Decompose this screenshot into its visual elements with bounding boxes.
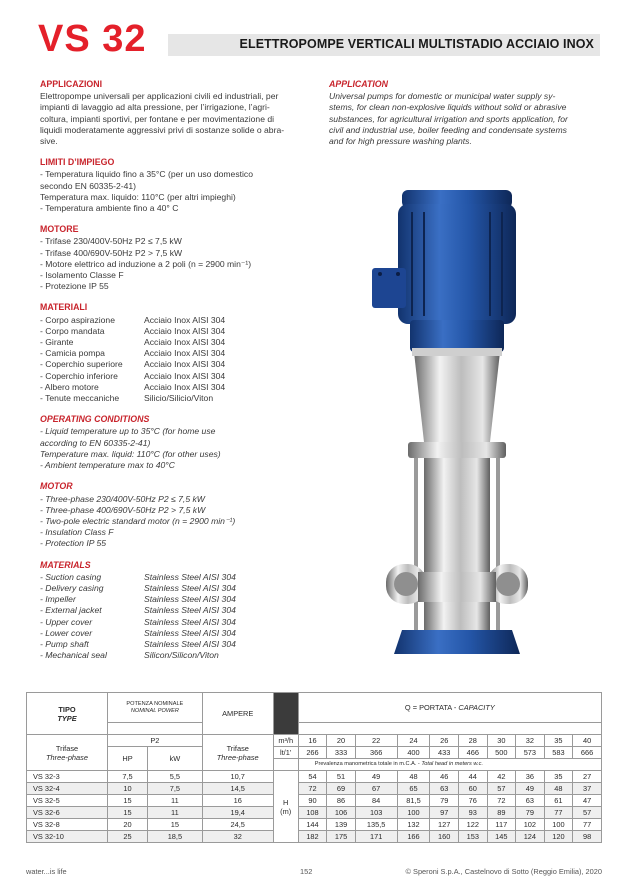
material-value: Stainless Steel AISI 304 xyxy=(144,627,236,638)
head-value: 106 xyxy=(327,807,356,819)
head-value: 46 xyxy=(430,771,459,783)
materiali-heading: MATERIALI xyxy=(40,302,88,313)
material-value: Acciaio Inox AISI 304 xyxy=(144,381,226,392)
h-unit: (m) xyxy=(280,806,292,816)
flow-lt: 666 xyxy=(573,747,602,759)
material-value: Silicio/Silicio/Viton xyxy=(144,393,214,404)
flow-lt: 466 xyxy=(459,747,488,759)
head-value: 72 xyxy=(298,783,327,795)
material-value: Stainless Steel AISI 304 xyxy=(144,616,236,627)
operating-heading: OPERATING CONDITIONS xyxy=(40,414,150,425)
head-value: 67 xyxy=(355,783,397,795)
flow-lt: 583 xyxy=(544,747,573,759)
head-value: 100 xyxy=(397,807,430,819)
text-line: substances, for agricultural irrigation and sports application, for xyxy=(329,113,568,124)
text-line: - Protection IP 55 xyxy=(40,538,107,549)
head-value: 72 xyxy=(487,795,516,807)
head-value: 139 xyxy=(327,819,356,831)
pump-image xyxy=(372,180,542,680)
material-row xyxy=(40,617,302,628)
kw-cell: 18,5 xyxy=(148,831,203,843)
material-row xyxy=(40,359,302,370)
head-value: 57 xyxy=(573,807,602,819)
right-column xyxy=(329,79,604,147)
flow-lt: 573 xyxy=(516,747,545,759)
flow-lt: 400 xyxy=(397,747,430,759)
material-value: Acciaio Inox AISI 304 xyxy=(144,337,226,348)
material-row xyxy=(40,315,302,326)
header-ampere: AMPERE xyxy=(202,693,273,735)
header-blank xyxy=(273,759,298,771)
head-value: 182 xyxy=(298,831,327,843)
table-row xyxy=(27,693,602,723)
material-part: - Mechanical seal xyxy=(40,650,107,661)
unit-lt: lt/1’ xyxy=(273,747,298,759)
materials-list xyxy=(40,572,302,662)
material-row xyxy=(40,348,302,359)
material-value: Stainless Steel AISI 304 xyxy=(144,605,236,616)
head-value: 132 xyxy=(397,819,430,831)
flow-lt: 366 xyxy=(355,747,397,759)
material-part: - Tenute meccaniche xyxy=(40,393,120,404)
material-row xyxy=(40,650,302,661)
page-title: ELETTROPOMPE VERTICALI MULTISTADIO ACCIAIO INOX xyxy=(239,37,594,51)
operating-text xyxy=(40,426,302,471)
ampere-trifase xyxy=(202,735,273,771)
head-value: 36 xyxy=(516,771,545,783)
text-line: - Temperatura liquido fino a 35°C (per un uso domestico xyxy=(40,169,253,180)
head-value: 144 xyxy=(298,819,327,831)
head-value: 135,5 xyxy=(355,819,397,831)
applicazioni-heading: APPLICAZIONI xyxy=(40,79,103,89)
material-row xyxy=(40,371,302,382)
text-line: - Two-pole electric standard motor (n = 2900 min⁻¹) xyxy=(40,515,236,526)
head-value: 86 xyxy=(327,795,356,807)
motore-heading: MOTORE xyxy=(40,224,79,235)
flow-lt: 266 xyxy=(298,747,327,759)
material-part: - Lower cover xyxy=(40,627,93,638)
material-row xyxy=(40,639,302,650)
head-value: 89 xyxy=(487,807,516,819)
head-value: 49 xyxy=(516,783,545,795)
left-column xyxy=(40,79,302,661)
prevalenza-it: Prevalenza manometrica totale in m.C.A. - xyxy=(314,761,422,768)
head-value: 48 xyxy=(397,771,430,783)
kw-cell: 11 xyxy=(148,807,203,819)
model-cell: VS 32-6 xyxy=(27,807,108,819)
hp-label: HP xyxy=(108,747,148,771)
model-cell: VS 32-5 xyxy=(27,795,108,807)
head-value: 122 xyxy=(459,819,488,831)
flow-m3h: 40 xyxy=(573,735,602,747)
prevalenza-note xyxy=(298,759,601,771)
material-value: Acciaio Inox AISI 304 xyxy=(144,325,226,336)
head-value: 124 xyxy=(516,831,545,843)
head-value: 166 xyxy=(397,831,430,843)
text-line: civil and industrial use, boiler feeding and condensate systems xyxy=(329,124,567,135)
text-line: Universal pumps for domestic or municipal water supply sy- xyxy=(329,91,556,102)
application-heading: APPLICATION xyxy=(329,79,388,89)
head-value: 103 xyxy=(355,807,397,819)
material-row xyxy=(40,572,302,583)
ampere-cell: 19,4 xyxy=(202,807,273,819)
flow-m3h: 32 xyxy=(516,735,545,747)
head-value: 79 xyxy=(516,807,545,819)
text-line: liquidi moderatamente aggressivi privi di sostanze solide o abra- xyxy=(40,124,285,135)
model-cell: VS 32-8 xyxy=(27,819,108,831)
unit-m3h: m³/h xyxy=(273,735,298,747)
three-phase: Three-phase xyxy=(46,752,88,762)
material-row xyxy=(40,337,302,348)
table-row xyxy=(27,819,602,831)
text-line: Temperatura max. liquido: 110°C (per altri impieghi) xyxy=(40,191,236,202)
material-part: - Suction casing xyxy=(40,571,102,582)
material-part: - Coperchio inferiore xyxy=(40,370,118,381)
three-phase: Three-phase xyxy=(216,752,259,762)
trifase-label xyxy=(27,735,108,771)
flow-lt: 500 xyxy=(487,747,516,759)
head-value: 63 xyxy=(516,795,545,807)
material-value: Stainless Steel AISI 304 xyxy=(144,638,236,649)
head-value: 65 xyxy=(397,783,430,795)
limiti-text xyxy=(40,169,302,214)
flow-m3h: 30 xyxy=(487,735,516,747)
prevalenza-en: Total head in meters w.c. xyxy=(421,761,484,768)
flow-m3h: 28 xyxy=(459,735,488,747)
material-value: Stainless Steel AISI 304 xyxy=(144,571,236,582)
materials-heading: MATERIALS xyxy=(40,559,91,570)
head-value: 61 xyxy=(544,795,573,807)
flow-m3h: 26 xyxy=(430,735,459,747)
flow-m3h: 20 xyxy=(327,735,356,747)
material-value: Silicon/Silicon/Viton xyxy=(144,650,219,661)
head-value: 42 xyxy=(487,771,516,783)
flow-m3h: 24 xyxy=(397,735,430,747)
head-value: 90 xyxy=(298,795,327,807)
text-line: stems, for clean non-explosive liquids without solid or abrasive xyxy=(329,102,567,113)
material-row xyxy=(40,382,302,393)
text-line: sive. xyxy=(40,136,58,147)
hp-cell: 25 xyxy=(108,831,148,843)
table-row xyxy=(27,783,602,795)
head-value: 49 xyxy=(355,771,397,783)
application-text xyxy=(329,91,604,147)
ampere-cell: 16 xyxy=(202,795,273,807)
flow-lt: 333 xyxy=(327,747,356,759)
head-value: 145 xyxy=(487,831,516,843)
model-cell: VS 32-10 xyxy=(27,831,108,843)
head-value: 37 xyxy=(573,783,602,795)
material-row xyxy=(40,326,302,337)
text-line: - Three-phase 400/690V-50Hz P2 > 7,5 kW xyxy=(40,504,206,515)
text-line: - Motore elettrico ad induzione a 2 poli (n = 2900 min⁻¹) xyxy=(40,258,252,269)
header-power xyxy=(108,693,203,723)
motore-text xyxy=(40,236,302,292)
text-line: - Isolamento Classe F xyxy=(40,270,124,281)
text-line: - Temperatura ambiente fino a 40° C xyxy=(40,203,179,214)
model-cell: VS 32-3 xyxy=(27,771,108,783)
material-part: - Girante xyxy=(40,337,74,348)
header-capacity xyxy=(298,693,601,723)
text-line: - Liquid temperature up to 35°C (for home use xyxy=(40,426,216,437)
footer-copyright: © Speroni S.p.A., Castelnovo di Sotto (Reggio Emilia), 2020 xyxy=(405,867,602,876)
table-row xyxy=(27,807,602,819)
head-value: 69 xyxy=(327,783,356,795)
p2-label: P2 xyxy=(108,735,203,747)
trifase: Trifase xyxy=(55,743,79,753)
text-line: - Ambient temperature max to 40°C xyxy=(40,460,175,471)
material-part: - External jacket xyxy=(40,605,102,616)
head-value: 108 xyxy=(298,807,327,819)
material-part: - Coperchio superiore xyxy=(40,359,123,370)
header-tipo: TIPO xyxy=(58,704,76,714)
header-capacity-en: CAPACITY xyxy=(458,703,495,712)
material-part: - Delivery casing xyxy=(40,582,104,593)
flow-m3h: 35 xyxy=(544,735,573,747)
table-row xyxy=(27,795,602,807)
text-line: Elettropompe universali per applicazioni civili ed industriali, per xyxy=(40,91,279,102)
head-value: 127 xyxy=(430,819,459,831)
header-q: Q = PORTATA - xyxy=(404,703,459,712)
table-row xyxy=(27,771,602,783)
head-label xyxy=(273,771,298,843)
limiti-heading: LIMITI D’IMPIEGO xyxy=(40,157,115,168)
head-value: 97 xyxy=(430,807,459,819)
material-row xyxy=(40,583,302,594)
kw-cell: 5,5 xyxy=(148,771,203,783)
text-line: - Three-phase 230/400V-50Hz P2 ≤ 7,5 kW xyxy=(40,493,205,504)
material-value: Stainless Steel AISI 304 xyxy=(144,582,236,593)
header-dark xyxy=(273,693,298,735)
head-value: 120 xyxy=(544,831,573,843)
head-value: 79 xyxy=(430,795,459,807)
material-part: - Corpo mandata xyxy=(40,325,105,336)
material-row xyxy=(40,594,302,605)
table-row xyxy=(27,831,602,843)
head-value: 47 xyxy=(573,795,602,807)
flow-m3h: 16 xyxy=(298,735,327,747)
material-row xyxy=(40,628,302,639)
table-row xyxy=(27,723,602,735)
performance-table xyxy=(26,692,602,843)
head-value: 171 xyxy=(355,831,397,843)
material-part: - Camicia pompa xyxy=(40,348,105,359)
kw-cell: 11 xyxy=(148,795,203,807)
header-blank xyxy=(108,723,203,735)
head-value: 100 xyxy=(544,819,573,831)
head-value: 76 xyxy=(459,795,488,807)
motor-heading: MOTOR xyxy=(40,481,73,492)
head-value: 153 xyxy=(459,831,488,843)
head-value: 84 xyxy=(355,795,397,807)
hp-cell: 10 xyxy=(108,783,148,795)
ampere-cell: 24,5 xyxy=(202,819,273,831)
hp-cell: 20 xyxy=(108,819,148,831)
text-line: coltura, impianti sportivi, per fontane e per movimentazione di xyxy=(40,113,275,124)
table-row xyxy=(27,735,602,747)
head-value: 93 xyxy=(459,807,488,819)
page-title-bar xyxy=(168,34,600,56)
model-title: VS 32 xyxy=(38,18,147,60)
trifase: Trifase xyxy=(226,743,249,753)
header-potenza: POTENZA NOMINALE xyxy=(126,701,184,708)
head-value: 57 xyxy=(487,783,516,795)
text-line: - Trifase 400/690V-50Hz P2 > 7,5 kW xyxy=(40,247,183,258)
head-value: 160 xyxy=(430,831,459,843)
head-value: 44 xyxy=(459,771,488,783)
material-value: Acciaio Inox AISI 304 xyxy=(144,370,226,381)
material-value: Acciaio Inox AISI 304 xyxy=(144,348,226,359)
material-part: - Albero motore xyxy=(40,381,99,392)
head-value: 51 xyxy=(327,771,356,783)
hp-cell: 15 xyxy=(108,807,148,819)
material-row xyxy=(40,605,302,616)
hp-cell: 7,5 xyxy=(108,771,148,783)
materiali-list xyxy=(40,315,302,405)
motor-text xyxy=(40,494,302,550)
material-part: - Upper cover xyxy=(40,616,93,627)
head-value: 102 xyxy=(516,819,545,831)
header-blank xyxy=(298,723,601,735)
material-part: - Pump shaft xyxy=(40,638,89,649)
text-line: Temperature max. liquid: 110°C (for other uses) xyxy=(40,448,221,459)
kw-label: kW xyxy=(148,747,203,771)
head-value: 98 xyxy=(573,831,602,843)
head-value: 60 xyxy=(459,783,488,795)
ampere-cell: 14,5 xyxy=(202,783,273,795)
text-line: secondo EN 60335-2-41) xyxy=(40,180,137,191)
text-line: - Trifase 230/400V-50Hz P2 ≤ 7,5 kW xyxy=(40,236,182,247)
flow-lt: 433 xyxy=(430,747,459,759)
head-value: 48 xyxy=(544,783,573,795)
material-value: Stainless Steel AISI 304 xyxy=(144,594,236,605)
text-line: and for high pressure washing plants. xyxy=(329,136,472,147)
head-value: 81,5 xyxy=(397,795,430,807)
kw-cell: 7,5 xyxy=(148,783,203,795)
table-row xyxy=(27,747,602,759)
material-part: - Impeller xyxy=(40,594,76,605)
head-value: 77 xyxy=(573,819,602,831)
text-line: - Protezione IP 55 xyxy=(40,281,109,292)
applicazioni-text xyxy=(40,91,302,147)
head-value: 35 xyxy=(544,771,573,783)
flow-m3h: 22 xyxy=(355,735,397,747)
text-line: impianti di lavaggio ad alta pressione, per l’irrigazione, l’agri- xyxy=(40,102,270,113)
head-value: 117 xyxy=(487,819,516,831)
material-row xyxy=(40,393,302,404)
page-number: 152 xyxy=(300,867,313,876)
header-type-en: TYPE xyxy=(57,713,77,723)
footer-slogan: water...is life xyxy=(26,867,67,876)
material-value: Acciaio Inox AISI 304 xyxy=(144,314,226,325)
head-value: 54 xyxy=(298,771,327,783)
material-part: - Corpo aspirazione xyxy=(40,314,115,325)
kw-cell: 15 xyxy=(148,819,203,831)
text-line: according to EN 60335-2-41) xyxy=(40,437,151,448)
h-symbol: H xyxy=(283,797,289,807)
head-value: 63 xyxy=(430,783,459,795)
head-value: 77 xyxy=(544,807,573,819)
hp-cell: 15 xyxy=(108,795,148,807)
header-nominal-power: NOMINAL POWER xyxy=(130,707,179,714)
text-line: - Insulation Class F xyxy=(40,527,114,538)
ampere-cell: 10,7 xyxy=(202,771,273,783)
material-value: Acciaio Inox AISI 304 xyxy=(144,359,226,370)
head-value: 27 xyxy=(573,771,602,783)
ampere-cell: 32 xyxy=(202,831,273,843)
head-value: 175 xyxy=(327,831,356,843)
model-cell: VS 32-4 xyxy=(27,783,108,795)
header-type xyxy=(27,693,108,735)
